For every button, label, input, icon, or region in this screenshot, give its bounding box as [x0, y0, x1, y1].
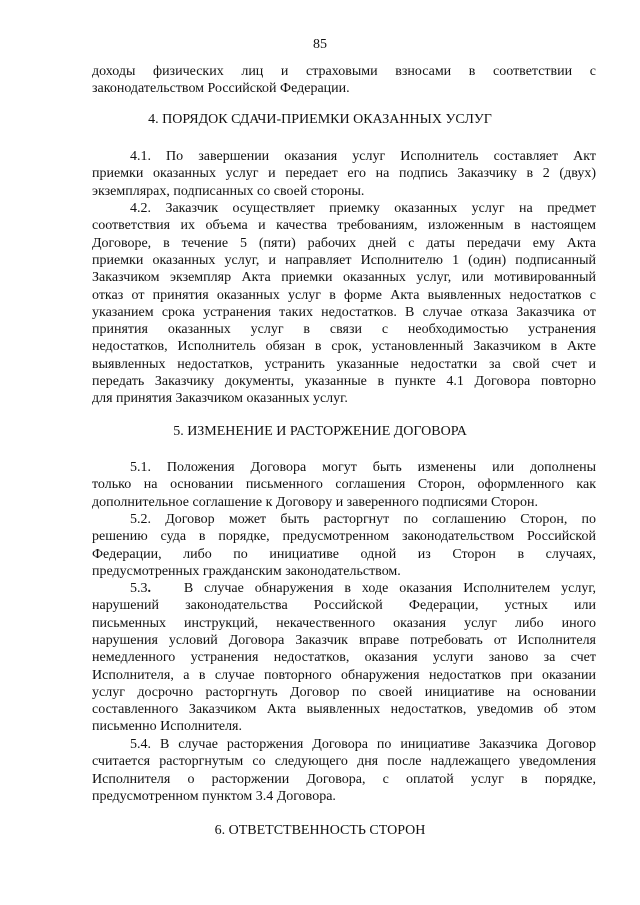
text-line: предусмотренном пунктом 3.4 Договора.: [92, 788, 336, 804]
text-line: передать Заказчику документы, указанные в пункте 4.1 Договора повторно: [92, 374, 596, 389]
text-line: 5.4. В случае расторжения Договора по инициативе Заказчика Договор: [130, 737, 596, 752]
text-line: недостатков, Исполнитель обязан в срок, установленный Заказчиком в Акте: [92, 339, 596, 355]
text-line-first: [130, 580, 596, 597]
text-line: для принятия Заказчиком оказанных услуг.: [92, 391, 348, 407]
page-number: 85: [313, 37, 327, 52]
text-line: 5.2. Договор может быть расторгнут по соглашению Сторон, по: [130, 512, 596, 527]
text-line: считается расторгнутым со следующего дня после надлежащего уведомления: [92, 754, 596, 770]
text-line: Исполнителя, а в случае повторного обнаружения недостатков при оказании: [92, 667, 596, 683]
text-line: Заказчиком экземпляр Акта приемки оказанных услуг, или мотивированный: [92, 270, 596, 286]
section-5-heading: 5. ИЗМЕНЕНИЕ И РАСТОРЖЕНИЕ ДОГОВОРА: [173, 424, 467, 439]
text-line: составленного Заказчиком Акта выявленных недостатков, уведомив об этом: [92, 702, 596, 718]
text-line: нарушения условий Договора Заказчик вправе потребовать от Исполнителя: [92, 632, 596, 648]
text-line: дополнительное соглашение к Договору и заверенного подписями Сторон.: [92, 494, 539, 510]
text-line: нарушений законодательства Российской Федерации, устных или: [92, 598, 596, 614]
text-line: письменных инструкций, некачественного оказания услуг либо иного: [92, 615, 596, 631]
text-line: 4.1. По завершении оказания услуг Исполнитель составляет Акт: [130, 149, 596, 164]
clause-dot: .: [147, 581, 151, 596]
text-line: принятия оказанных услуг в связи с необходимостью устранения: [92, 322, 596, 338]
text-line: экземплярах, подписанных со своей стороны.: [92, 183, 365, 199]
clause-text: В случае обнаружения в ходе оказания Исполнителем услуг,: [183, 581, 597, 596]
text-line: законодательством Российской Федерации.: [92, 81, 350, 97]
text-line: предусмотренных гражданским законодательством.: [92, 563, 401, 579]
text-line: 5.1. Положения Договора могут быть изменены или дополнены: [130, 460, 596, 475]
text-line: только на основании письменного соглашения Сторон, оформленного как: [92, 477, 596, 493]
text-line: письменно Исполнителя.: [92, 719, 243, 735]
text-line: 4.2. Заказчик осуществляет приемку оказанных услуг на предмет: [130, 201, 596, 216]
text-line: соответствия их объема и качества требованиям, изложенным в настоящем: [92, 218, 596, 234]
text-line: Федерации, либо по инициативе одной из Сторон в случаях,: [92, 546, 596, 562]
text-line: отказ от принятия оказанных услуг в форме Акта выявленных недостатков с: [92, 287, 596, 303]
text-line: решению суда в порядке, предусмотренном законодательством Российской: [92, 529, 596, 545]
text-line: доходы физических лиц и страховыми взносами в соответствии с: [92, 64, 596, 79]
text-line: приемки оказанных услуг и передает его на подпись Заказчику в 2 (двух): [92, 166, 596, 182]
text-line: немедленного устранения недостатков, оказания услуги заново за счет: [92, 650, 596, 666]
section-4-heading: 4. ПОРЯДОК СДАЧИ-ПРИЕМКИ ОКАЗАННЫХ УСЛУГ: [148, 112, 492, 127]
text-line: услуг досрочно расторгнуть Договор по своей инициативе на основании: [92, 684, 596, 700]
text-line: приемки оказанных услуг, и направляет Исполнителю 1 (один) подписанный: [92, 252, 596, 268]
text-line: указанием срока устранения таких недостатков. В случае отказа Заказчика от: [92, 304, 596, 320]
text-line: Исполнителя о расторжении Договора, с оплатой услуг в порядке,: [92, 771, 596, 787]
text-line: Договоре, в течение 5 (пяти) рабочих дней с даты передачи ему Акта: [92, 235, 596, 251]
text-line: выявленных недостатков, устранить указанные недостатки за свой счет и: [92, 356, 596, 372]
clause-number: 5.3: [130, 581, 148, 596]
section-6-heading: 6. ОТВЕТСТВЕННОСТЬ СТОРОН: [214, 823, 426, 838]
